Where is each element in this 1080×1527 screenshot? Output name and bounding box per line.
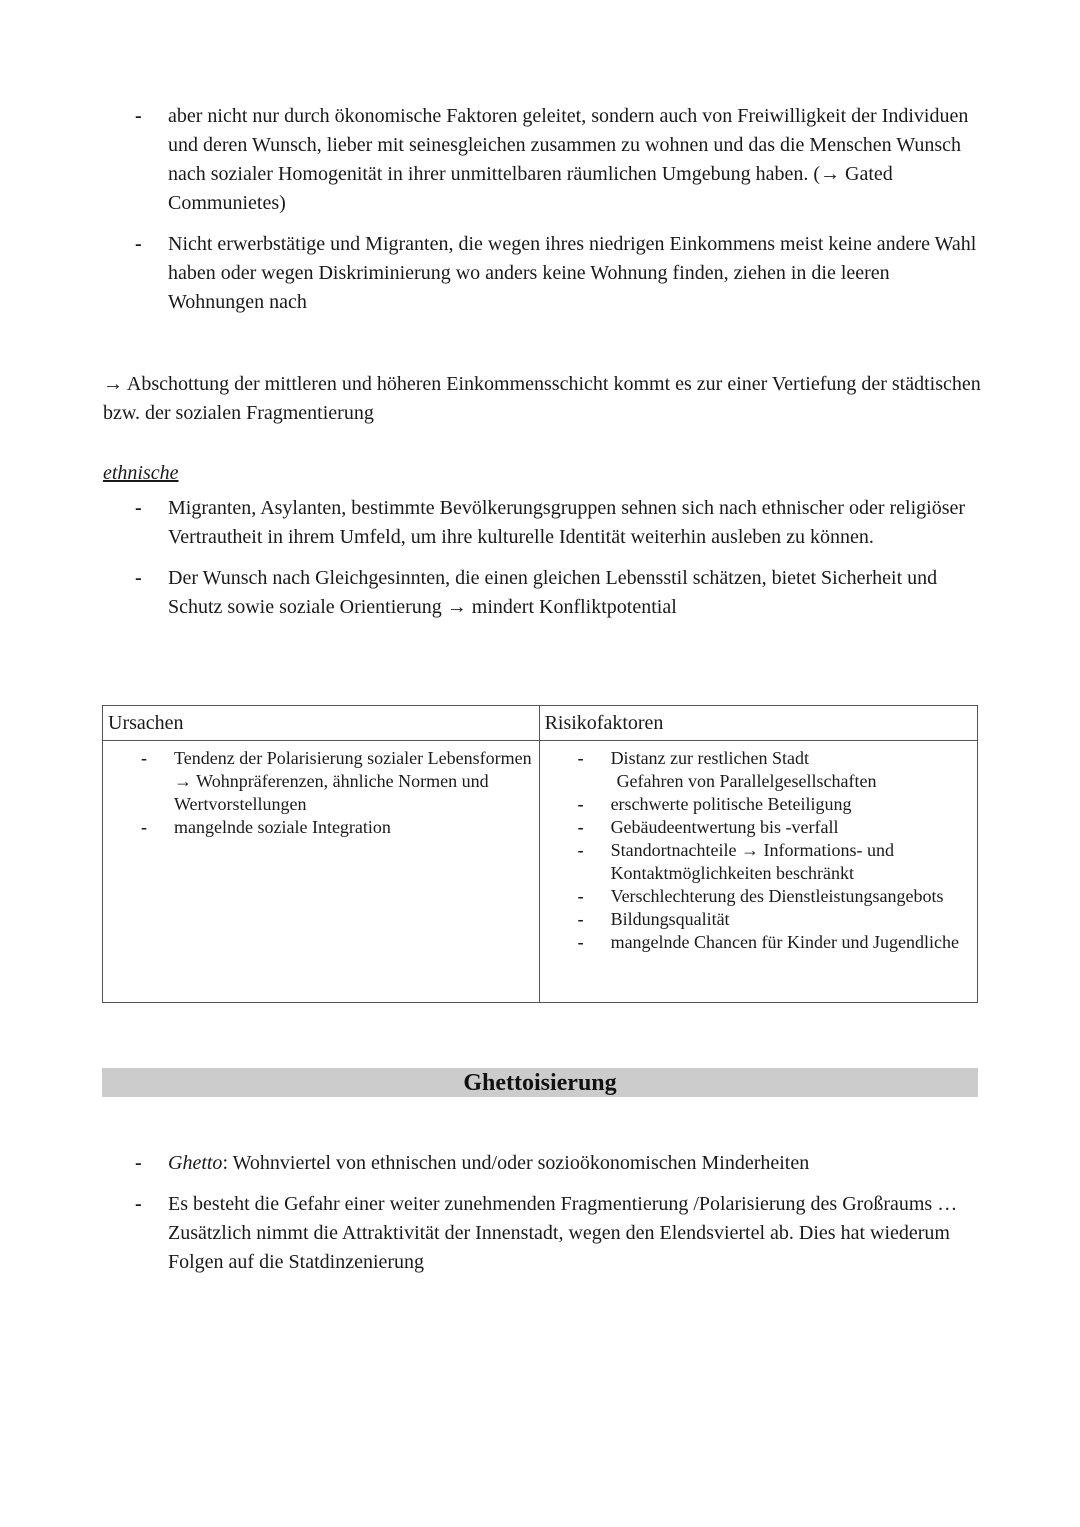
list-item	[103, 1190, 983, 1277]
list-item	[545, 747, 972, 770]
dash-bullet-icon: -	[135, 1152, 142, 1174]
dash-bullet-icon: -	[577, 840, 584, 860]
dash-bullet-icon: -	[135, 105, 142, 127]
cell-text: erschwerte politische Beteiligung	[610, 794, 852, 814]
list-item	[545, 885, 972, 908]
list-item	[545, 931, 972, 954]
dash-bullet-icon: -	[141, 748, 147, 768]
dash-bullet-icon: -	[577, 932, 584, 952]
dash-bullet-icon: -	[141, 817, 147, 837]
list-item	[103, 494, 983, 552]
top-bullet-list	[103, 102, 983, 329]
cell-risikofaktoren	[539, 741, 977, 1003]
cell-text: Bildungsqualität	[610, 909, 730, 929]
header-risikofaktoren: Risikofaktoren	[539, 706, 977, 741]
list-item	[103, 230, 983, 317]
list-item	[545, 816, 972, 839]
list-item	[103, 564, 983, 622]
list-item-continuation: Gefahren von Parallelgesellschaften	[616, 771, 877, 791]
list-item	[103, 102, 983, 218]
cell-text: Tendenz der Polarisierung sozialer Lebensformen → Wohnpräferenzen, ähnliche Normen und Wertvorstellungen	[174, 748, 532, 814]
dash-bullet-icon: -	[135, 567, 142, 589]
definition-text: : Wohnviertel von ethnischen und/oder sozioökonomischen Minderheiten	[222, 1152, 810, 1174]
definition-term: Ghetto	[168, 1152, 223, 1174]
ghetto-bullet-list	[103, 1149, 983, 1289]
dash-bullet-icon: -	[135, 1193, 142, 1215]
bullet-text: Es besteht die Gefahr einer weiter zunehmenden Fragmentierung /Polarisierung des Großraums … Zusätzlich nimmt die Attraktivität der Innenstadt, wegen den Elendsviertel ab. Dies hat wiederum Folgen auf die Statdinzenierung	[168, 1193, 958, 1273]
cell-text: mangelnde soziale Integration	[174, 817, 391, 837]
ethnic-subheading: ethnische	[103, 462, 179, 484]
dash-bullet-icon: -	[577, 748, 584, 768]
causes-risks-table	[102, 705, 978, 1003]
ursachen-list	[108, 747, 534, 839]
cell-text: Distanz zur restlichen Stadt	[610, 748, 810, 768]
dash-bullet-icon: -	[577, 886, 584, 906]
bullet-text: Nicht erwerbstätige und Migranten, die wegen ihres niedrigen Einkommens meist keine andere Wahl haben oder wegen Diskriminierung wo anders keine Wohnung finden, ziehen in die leeren Wohnungen nach	[168, 233, 977, 313]
list-item	[545, 793, 972, 816]
cell-ursachen	[103, 741, 540, 1003]
list-item	[103, 1149, 983, 1178]
cell-text: mangelnde Chancen für Kinder und Jugendliche	[610, 932, 959, 952]
conclusion-paragraph: → Abschottung der mittleren und höheren Einkommensschicht kommt es zur einer Vertiefung der städtischen bzw. der sozialen Fragmentierung	[103, 373, 981, 424]
dash-bullet-icon: -	[135, 497, 142, 519]
bullet-text: Migranten, Asylanten, bestimmte Bevölkerungsgruppen sehnen sich nach ethnischer oder religiöser Vertrautheit in ihrem Umfeld, um ihre kulturelle Identität weiterhin ausleben zu können.	[168, 497, 966, 548]
list-item	[545, 839, 972, 885]
dash-bullet-icon: -	[577, 817, 584, 837]
header-ursachen: Ursachen	[103, 706, 540, 741]
risikofaktoren-list	[545, 747, 972, 954]
cell-text: Verschlechterung des Dienstleistungsangebots	[610, 886, 944, 906]
list-item	[108, 747, 534, 816]
dash-bullet-icon: -	[577, 794, 584, 814]
table-row	[103, 741, 978, 1003]
bullet-text: aber nicht nur durch ökonomische Faktoren geleitet, sondern auch von Freiwilligkeit der Individuen und deren Wunsch, lieber mit seinesgleichen zusammen zu wohnen und das die Menschen Wunsch nach sozialer Homogenität in ihrer unmittelbaren räumlichen Umgebung haben. (→ Gated Communietes)	[168, 105, 969, 214]
bullet-text: Der Wunsch nach Gleichgesinnten, die einen gleichen Lebensstil schätzen, bietet Sicherheit und Schutz sowie soziale Orientierung → mindert Konfliktpotential	[168, 567, 938, 618]
cell-text: Gebäudeentwertung bis -verfall	[610, 817, 839, 837]
dash-bullet-icon: -	[577, 909, 584, 929]
list-item	[108, 816, 534, 839]
list-item	[545, 908, 972, 931]
dash-bullet-icon: -	[135, 233, 142, 255]
cell-text: Standortnachteile → Informations- und Kontaktmöglichkeiten beschränkt	[610, 840, 894, 883]
table-header-row	[103, 706, 978, 741]
ethnic-bullet-list	[103, 494, 983, 634]
section-heading-ghettoisierung: Ghettoisierung	[102, 1068, 978, 1097]
